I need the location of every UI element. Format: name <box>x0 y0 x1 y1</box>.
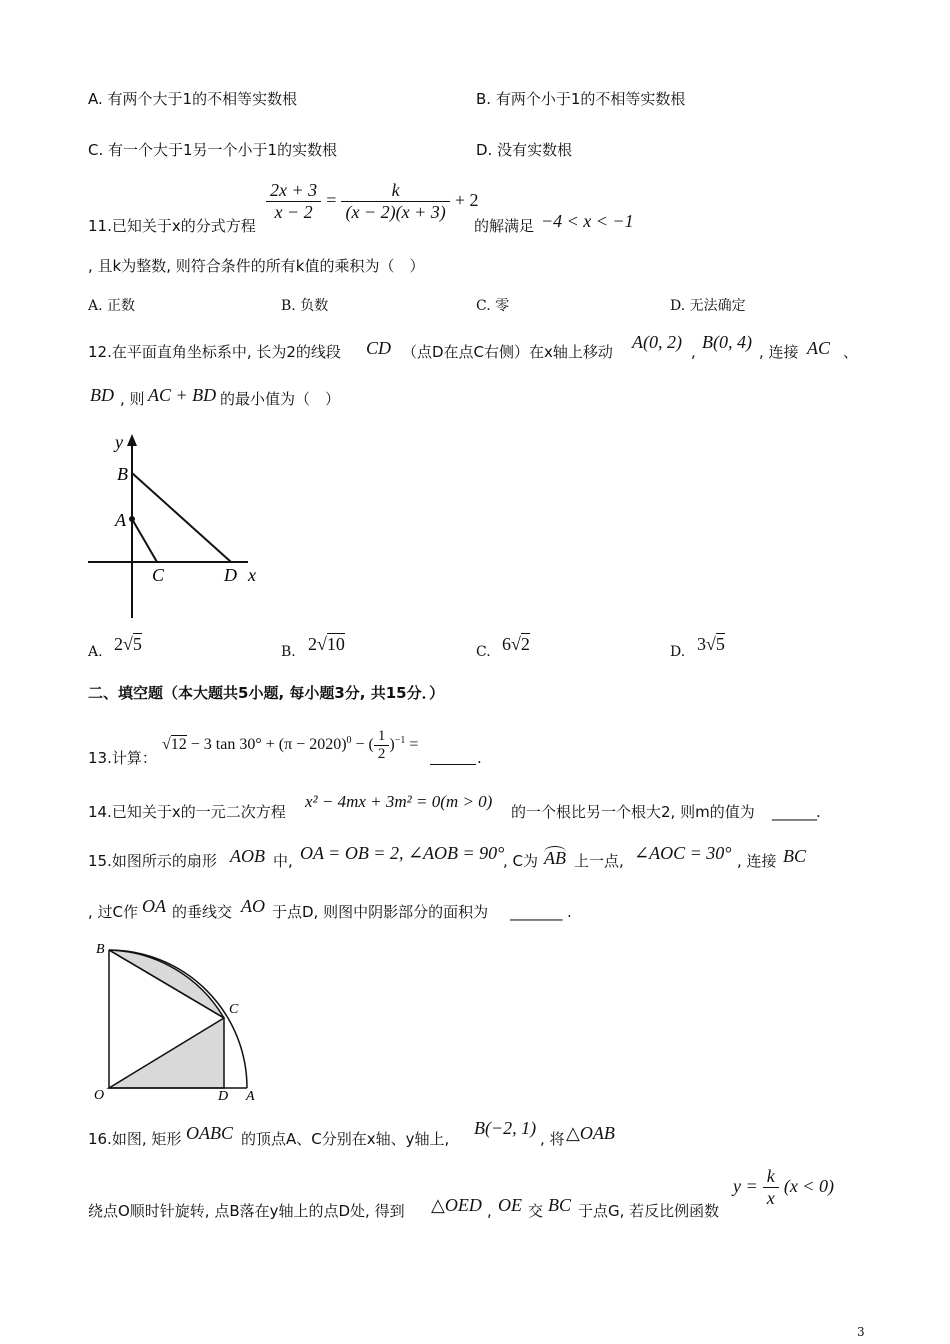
q13-end: . <box>477 749 482 767</box>
label-d: D <box>224 565 237 585</box>
shaded-triangle-ocd <box>109 1018 224 1088</box>
q15-segment-oa: OA <box>142 896 166 916</box>
q10-option-a: A. 有两个大于1的不相等实数根 <box>88 90 298 108</box>
q16-stem-mid2: , 将 <box>540 1130 565 1148</box>
q16-triangle-oab: △OAB <box>566 1123 615 1143</box>
q16-triangle-oed: △OED <box>431 1195 482 1215</box>
q16-segment-bc: BC <box>548 1195 572 1215</box>
q14-answer-blank[interactable]: ______ <box>772 803 817 821</box>
q15-segment-ao: AO <box>241 896 265 916</box>
q15-sector-aob: AOB <box>230 846 265 866</box>
segment-ac <box>132 519 157 562</box>
q12-segment-ac: AC <box>807 338 831 358</box>
q12-point-a: A(0, 2) <box>632 332 682 352</box>
label-b: B <box>117 464 128 484</box>
page-number: 3 <box>857 1325 865 1339</box>
q13-half: $\frac{1}{2}$ <box>374 728 390 763</box>
q15-line2-pre: , 过C作 <box>88 903 139 921</box>
q16-comma: , <box>487 1202 492 1220</box>
q16-line2-pre: 绕点O顺时针旋转, 点B落在y轴上的点D处, 得到 <box>88 1202 405 1220</box>
q16-point-b: B(−2, 1) <box>474 1118 537 1138</box>
q11-stem-pre: 11.已知关于x的分式方程 <box>88 217 256 235</box>
q16-stem-mid1: 的顶点A、C分别在x轴、y轴上, <box>241 1130 450 1148</box>
q11-option-c: C. 零 <box>476 298 510 314</box>
q12-option-d-value: 3√5 <box>697 634 725 654</box>
q16-function-fraction: $\frac{k}{x}$ <box>763 1166 779 1209</box>
label-o: O <box>94 1088 105 1103</box>
q15-condition: OA = OB = 2, ∠AOB = 90° <box>300 843 505 863</box>
q12-option-c-label: C. <box>476 644 491 660</box>
q12-comma: , <box>691 343 696 361</box>
y-axis-arrow <box>127 434 137 446</box>
segment-bd <box>132 473 231 562</box>
q12-option-d-label: D. <box>670 644 686 660</box>
q10-option-c: C. 有一个大于1另一个小于1的实数根 <box>88 141 338 159</box>
section-2-heading: 二、填空题（本大题共5小题, 每小题3分, 共15分．） <box>88 684 445 702</box>
q14-stem-pre: 14.已知关于x的一元二次方程 <box>88 803 286 821</box>
q12-option-a-value: 2√5 <box>114 634 142 654</box>
q13-answer-blank[interactable] <box>430 746 476 765</box>
q12-segment-bd: BD <box>90 385 114 405</box>
label-a: A <box>115 510 126 530</box>
q11-inequality: −4 < x < −1 <box>541 211 634 231</box>
q13-label: 13.计算： <box>88 749 157 767</box>
q16-line2-mid: 交 <box>528 1202 544 1220</box>
label-y: y <box>115 432 123 452</box>
q15-segment-bc: BC <box>783 846 807 866</box>
segment-bc <box>109 950 224 1018</box>
q12-option-c-value: 6√2 <box>502 634 530 654</box>
q12-coordinate-figure <box>80 430 280 625</box>
q12-stem-mid2: , 连接 <box>759 343 799 361</box>
q12-separator: 、 <box>843 343 859 361</box>
q13-sqrt-arg: 12 <box>170 736 187 754</box>
q10-option-d: D. 没有实数根 <box>476 141 573 159</box>
q11-option-d: D. 无法确定 <box>670 298 746 314</box>
q12-option-a-label: A. <box>88 644 103 660</box>
q16-line2-post: 于点G, 若反比例函数 <box>578 1202 720 1220</box>
q12-stem-mid: （点D在点C右侧）在x轴上移动 <box>402 343 613 361</box>
q14-equation: x² − 4mx + 3m² = 0(m > 0) <box>305 792 493 811</box>
q15-stem-mid3: 上一点, <box>574 852 624 870</box>
q15-answer-blank[interactable]: _______ <box>510 903 563 921</box>
q16-rectangle-oabc: OABC <box>186 1123 233 1143</box>
label-d: D <box>218 1089 229 1104</box>
q15-stem-mid2: , C为 <box>503 852 539 870</box>
q12-option-b-label: B. <box>281 644 296 660</box>
q15-sector-figure <box>88 936 268 1104</box>
q12-option-b-value: 2√10 <box>308 634 345 654</box>
q12-stem-pre: 12.在平面直角坐标系中, 长为2的线段 <box>88 343 341 361</box>
q15-line2-post: 于点D, 则图中阴影部分的面积为 <box>272 903 489 921</box>
q15-line2-mid: 的垂线交 <box>172 903 233 921</box>
q11-fraction-1: $\frac{2x + 3}{x - 2}$ <box>266 180 321 223</box>
q10-option-b: B. 有两个小于1的不相等实数根 <box>476 90 686 108</box>
q15-arc-ab: AB <box>544 848 566 868</box>
q12-point-b: B(0, 4) <box>702 332 752 352</box>
q11-stem-mid: 的解满足 <box>474 217 535 235</box>
q12-stem-mid3: , 则 <box>120 390 145 408</box>
q11-option-a: A. 正数 <box>88 298 136 314</box>
label-b: B <box>96 942 105 957</box>
q11-stem-post: , 且k为整数, 则符合条件的所有k值的乘积为（ ） <box>88 257 425 275</box>
q12-stem-post: 的最小值为（ ） <box>220 390 341 408</box>
label-a: A <box>246 1089 255 1104</box>
q12-sum: AC + BD <box>148 385 217 405</box>
q11-fraction-2: $\frac{k}{(x - 2)(x + 3)}$ <box>341 180 449 223</box>
q16-function: y = $\frac{k}{x}$ (x < 0) <box>733 1166 834 1208</box>
q16-stem-pre: 16.如图, 矩形 <box>88 1130 182 1148</box>
q15-angle: ∠AOC = 30° <box>634 843 732 863</box>
q11-option-b: B. 负数 <box>281 298 329 314</box>
q11-equation: $\frac{2x + 3}{x - 2}$ = $\frac{k}{(x - 2)(x + 3)}$ + 2 <box>266 180 478 223</box>
q15-stem-pre: 15.如图所示的扇形 <box>88 852 217 870</box>
q14-stem-post: 的一个根比另一个根大2, 则m的值为 <box>511 803 755 821</box>
label-x: x <box>248 565 256 585</box>
q15-stem-mid4: , 连接 <box>737 852 777 870</box>
q15-stem-mid1: 中, <box>273 852 293 870</box>
label-c: C <box>229 1002 239 1017</box>
label-c: C <box>152 565 165 585</box>
q16-segment-oe: OE <box>498 1195 522 1215</box>
q13-expression: √12 − 3 $\tan 30^\circ + (\pi - 2020)^0$ − ( $\frac{1}{2}$ )$^{-1}$ = <box>162 728 419 762</box>
point-a-dot <box>129 516 135 522</box>
q12-segment-cd: CD <box>366 338 392 358</box>
q15-end: . <box>567 903 572 921</box>
q14-end: . <box>816 803 821 821</box>
